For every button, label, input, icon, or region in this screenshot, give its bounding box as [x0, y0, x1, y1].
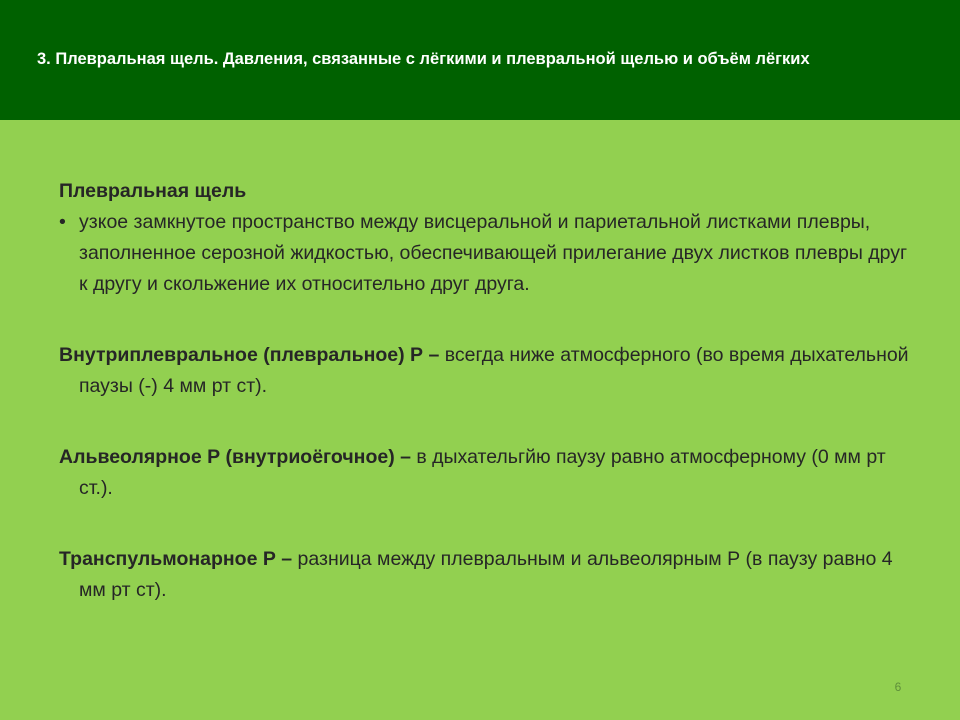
- page-number: 6: [894, 680, 902, 694]
- slide-title: 3. Плевральная щель. Давления, связанные с лёгкими и плевральной щелью и объём лёгких: [37, 50, 810, 68]
- definition-term: Альвеолярное Р (внутриоёгочное) –: [59, 446, 411, 468]
- definition-term: Внутриплевральное (плевральное) Р –: [59, 344, 440, 366]
- definition-term: Транспульмонарное Р –: [59, 548, 293, 570]
- bullet-text: узкое замкнутое пространство между висцеральной и париетальной листками плевры, заполненное серозной жидкостью, обеспечивающей прилегание двух листков плевры друг к другу и скольжение их относительно друг друга.: [79, 211, 908, 295]
- definition-text: всегда ниже атмосферного (во время дыхательной паузы (-) 4 мм рт ст).: [79, 344, 909, 397]
- section-heading: Плевральная щель: [59, 180, 247, 202]
- definition-intrapleural-pressure: [59, 340, 909, 402]
- bullet-icon: •: [59, 211, 66, 233]
- bullet-item: [59, 207, 909, 300]
- definition-transpulmonary-pressure: [59, 544, 909, 606]
- definition-text: разница между плевральным и альвеолярным Р (в паузу равно 4 мм рт ст).: [79, 548, 893, 601]
- slide-content: [59, 176, 909, 606]
- definition-alveolar-pressure: [59, 442, 909, 504]
- title-bar: [0, 0, 960, 120]
- definition-text: в дыхательгйю паузу равно атмосферному (0 мм рт ст.).: [79, 446, 886, 499]
